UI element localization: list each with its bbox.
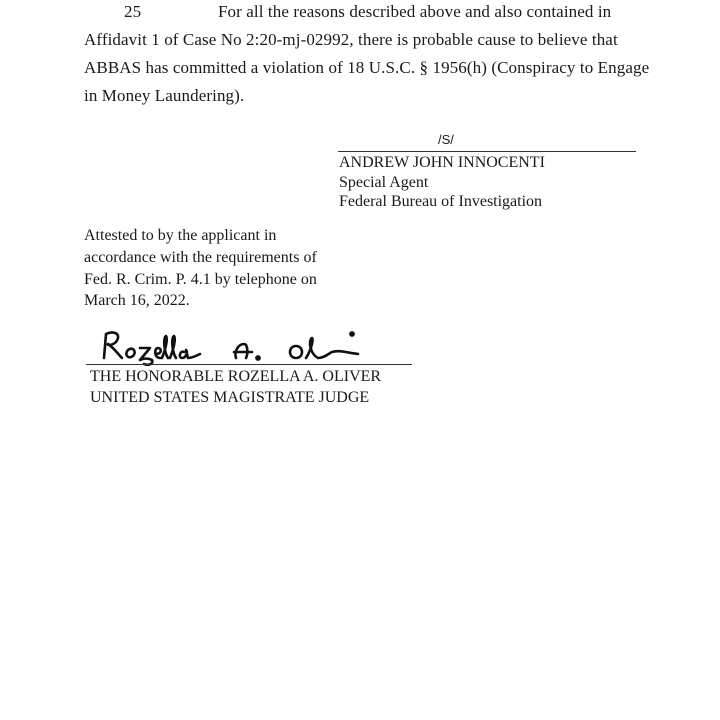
paragraph-line-3: ABBAS has committed a violation of 18 U.S.C. § 1956(h) (Conspiracy to Engage [84,58,650,77]
paragraph-number: 25 [124,2,142,21]
attestation-line-4: March 16, 2022. [84,292,190,309]
attestation-line-2: accordance with the requirements of [84,249,317,266]
agent-name: ANDREW JOHN INNOCENTI [339,154,545,171]
judge-title: UNITED STATES MAGISTRATE JUDGE [90,389,370,406]
agent-title: Special Agent [339,174,429,191]
attestation-line-3: Fed. R. Crim. P. 4.1 by telephone on [84,271,317,288]
judge-name: THE HONORABLE ROZELLA A. OLIVER [90,368,382,385]
paragraph-line-4: in Money Laundering). [84,86,245,105]
agent-signature-line [338,151,636,152]
paragraph-line-1: For all the reasons described above and also contained in [218,2,612,21]
attestation-line-1: Attested to by the applicant in [84,227,277,244]
agent-signature-mark: /S/ [438,132,454,147]
judge-handwritten-signature [96,324,386,366]
agent-agency: Federal Bureau of Investigation [339,193,543,210]
judge-signature-line [86,364,412,365]
paragraph-line-2: Affidavit 1 of Case No 2:20-mj-02992, there is probable cause to believe that [84,30,618,49]
